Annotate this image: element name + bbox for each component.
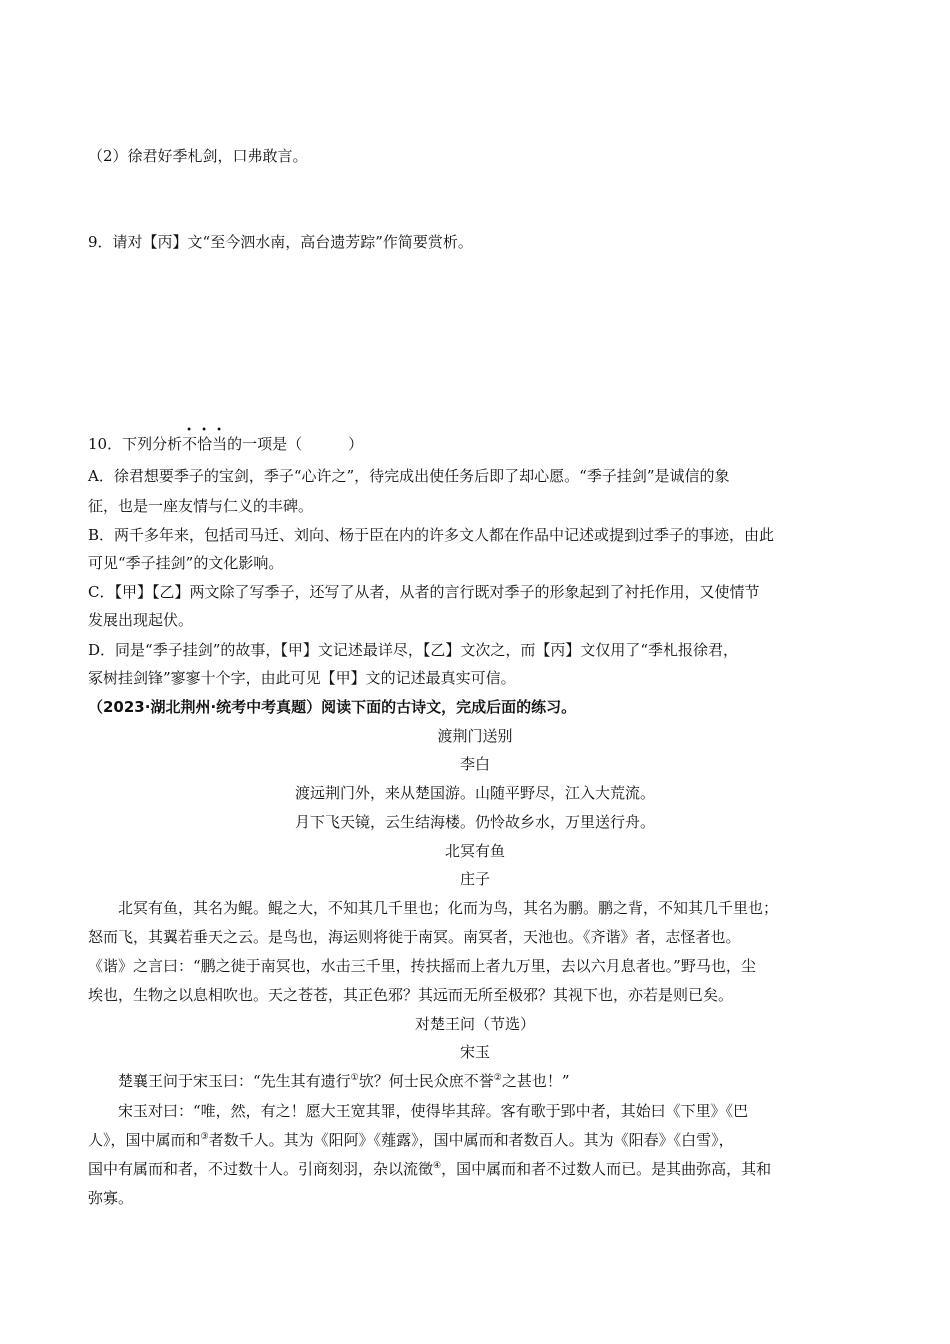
option-b-line-2: 可见“季子挂剑”的文化影响。: [88, 554, 284, 572]
text-3-para-2-line-4: 弥寡。: [88, 1189, 134, 1207]
text-3-para-2-line-2: [88, 1130, 734, 1150]
question-10-suffix: 的一项是（: [227, 435, 303, 453]
emphasis-dot: •: [186, 425, 192, 436]
option-c-line-1: C．【甲】【乙】两文除了写季子，还写了从者，从者的言行既对季子的形象起到了衬托作用，又使情节: [88, 583, 760, 601]
text-3-para-1-part: 欤？何士民众庶不誉: [358, 1072, 494, 1090]
text-3-para-2-part: ，国中属而和者不过数人而已。是其曲弥高，其和: [441, 1160, 772, 1178]
text-2-line-3: 《谐》之言曰：“鹏之徙于南冥也，水击三千里，抟扶摇而上者九万里，去以六月息者也。”野马也，尘: [88, 957, 756, 975]
text-2-title: 北冥有鱼: [444, 842, 505, 860]
emphasis-dotted-text: [182, 425, 228, 453]
emphasis-text: 不恰当: [182, 435, 228, 453]
text-3-para-1: [118, 1071, 570, 1091]
poem-1-line-2: 月下飞天镜，云生结海楼。仍怜故乡水，万里送行舟。: [294, 813, 655, 831]
emphasis-dot: •: [216, 425, 222, 436]
option-b-line-1: B．两千多年来，包括司马迁、刘向、杨于臣在内的许多文人都在作品中记述或提到过季子的事迹，由此: [88, 526, 775, 544]
poem-1-title: 渡荆门送别: [437, 727, 513, 745]
text-3-para-2-line-3: [88, 1159, 771, 1179]
text-3-para-1-part: 楚襄王问于宋玉曰：“先生其有遗行: [118, 1072, 351, 1090]
option-c-line-2: 发展出现起伏。: [88, 611, 194, 629]
text-3-para-2-part: 者数千人。其为《阳阿》《薤露》，国中属而和者数百人。其为《阳春》《白雪》，: [208, 1131, 734, 1149]
question-10: [88, 425, 364, 454]
text-3-para-2-line-1: 宋玉对曰：“唯，然，有之！愿大王宽其罪，使得毕其辞。客有歌于郢中者，其始曰《下里》《巴: [118, 1102, 749, 1120]
option-d-line-2: 冢树挂剑锋”寥寥十个字，由此可见【甲】文的记述最真实可信。: [88, 669, 516, 687]
section-header: （2023·湖北荆州·统考中考真题）阅读下面的古诗文，完成后面的练习。: [88, 698, 577, 716]
option-d-line-1: D．同是“季子挂剑”的故事，【甲】文记述最详尽，【乙】文次之，而【丙】文仅用了“季札报徐君，: [88, 641, 739, 659]
footnote-marker: ④: [433, 1161, 442, 1171]
emphasis-dot: •: [201, 425, 207, 436]
text-3-title: 对楚王问（节选）: [414, 1015, 535, 1033]
text-2-line-1: 北冥有鱼，其名为鲲。鲲之大，不知其几千里也；化而为鸟，其名为鹏。鹏之背，不知其几千里也；: [118, 899, 779, 917]
text-2-line-2: 怒而飞，其翼若垂天之云。是鸟也，海运则将徙于南冥。南冥者，天池也。《齐谐》者，志怪者也。: [88, 928, 741, 946]
text-2-line-4: 埃也，生物之以息相吹也。天之苍苍，其正色邪？其远而无所至极邪？其视下也，亦若是则已矣。: [88, 986, 734, 1004]
footnote-marker: ③: [200, 1132, 209, 1142]
question-10-prefix: 10．下列分析: [88, 435, 183, 453]
footnote-marker: ②: [493, 1073, 502, 1083]
text-3-author: 宋玉: [459, 1043, 490, 1061]
footnote-marker: ①: [350, 1073, 359, 1083]
text-2-author: 庄子: [459, 870, 490, 888]
poem-1-line-1: 渡远荆门外，来从楚国游。山随平野尽，江入大荒流。: [294, 784, 655, 802]
text-3-para-1-part: 之甚也！”: [501, 1072, 570, 1090]
question-10-close: ）: [348, 435, 364, 453]
option-a-line-1: A．徐君想要季子的宝剑，季子“心许之”，待完成出使任务后即了却心愿。“季子挂剑”是诚信的象: [88, 467, 730, 485]
question-9: 9．请对【丙】文“至今泗水南，高台遗芳踪”作简要赏析。: [88, 233, 473, 251]
option-a-line-2: 征，也是一座友情与仁义的丰碑。: [88, 497, 314, 515]
text-3-para-2-part: 国中有属而和者，不过数十人。引商刻羽，杂以流徵: [88, 1160, 434, 1178]
question-8-2: （2）徐君好季札剑，口弗敢言。: [88, 147, 308, 165]
text-3-para-2-part: 人》，国中属而和: [88, 1131, 201, 1149]
poem-1-author: 李白: [459, 755, 490, 773]
